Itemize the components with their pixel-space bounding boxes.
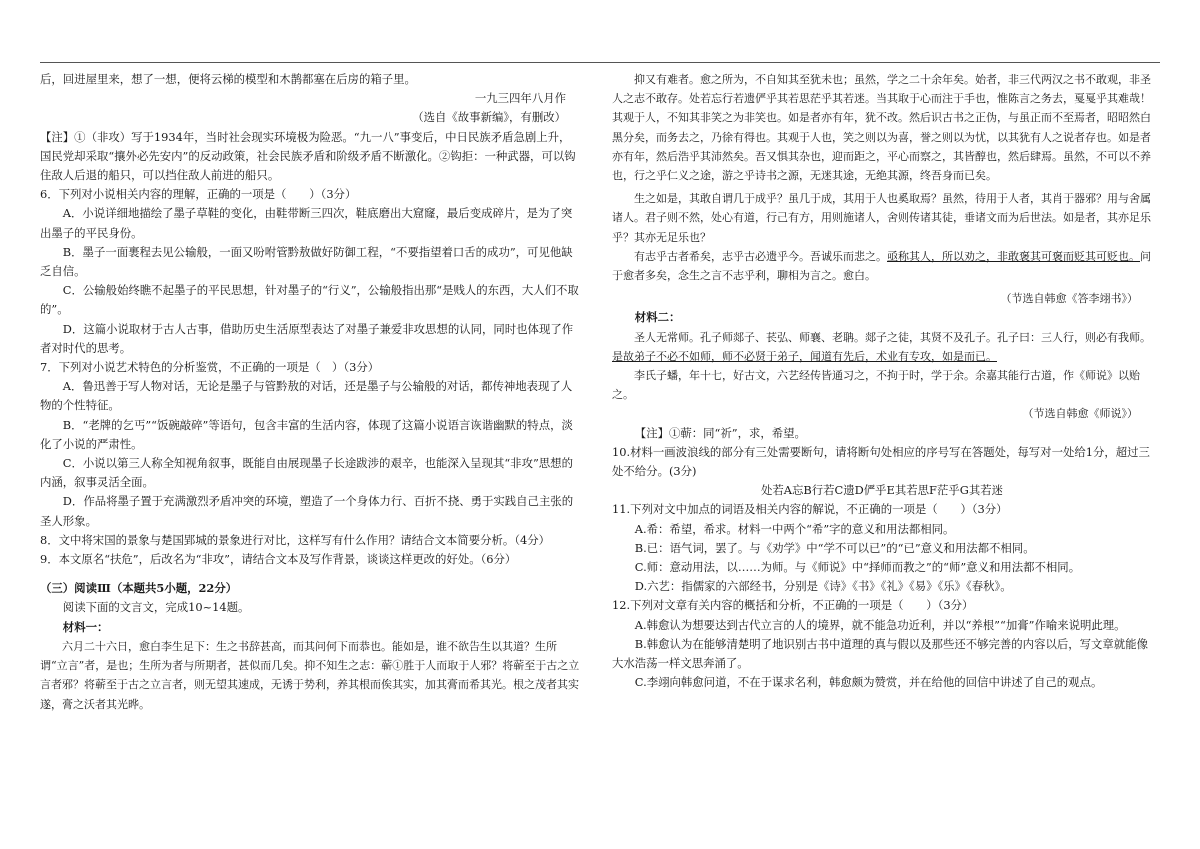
question-11-option-b: B.已：语气词，罢了。与《劝学》中“学不可以已”的“已”意义和用法都不相同。	[634, 540, 1035, 555]
story-source: （选自《故事新编》，有删改）	[412, 110, 566, 125]
material-1-title: 材料一：	[62, 619, 109, 634]
material-1-paragraph-2: 抑又有难者。愈之所为，不自知其至犹未也；虽然，学之二十余年矣。始者，非三代两汉之书不敢观，非圣人之志不敢存。处若忘行若遗俨乎其若思茫乎其若迷。当其取于心而注于手也，惟陈言之务去，戛戛乎其难哉！其观于人，不知其非笑之为非笑也。如是者亦有年，犹不改。然后识古书之正伪，与虽正而不至焉者，昭昭然白黑分矣，而务去之，乃徐有得也。其观于人也，笑之则以为喜，誉之则以为忧，以其犹有人之说者存也。如是者亦有年，然后浩乎其沛然矣。吾又惧其杂也，迎而距之，平心而察之，其皆醇也，然后肆焉。虽然，不可以不养也，行之乎仁义之途，游之乎诗书之源，无迷其途，无绝其源，终吾身而已矣。	[612, 73, 1151, 183]
question-7-stem: 7．下列对小说艺术特色的分析鉴赏，不正确的一项是（ ）（3分）	[40, 360, 380, 375]
material-1-underlined-sentence: 亟称其人，所以劝之，非敢褒其可褒而贬其可贬也。	[887, 249, 1140, 263]
question-6-option-c: C．公输般始终瞧不起墨子的平民思想，针对墨子的“行义”，公输般指出那“是贱人的东西，大人们不取的”。	[40, 283, 579, 317]
question-6-option-d: D．这篇小说取材于古人古事，借助历史生活原型表达了对墨子兼爱非攻思想的认同，同时也体现了作者对时代的思考。	[40, 321, 574, 355]
material-2-paragraph-2: 李氏子蟠，年十七，好古文，六艺经传皆通习之，不拘于时，学于余。余嘉其能行古道，作《师说》以贻之。	[612, 369, 1140, 402]
material-2-p1-start: 圣人无常师。孔子师郯子、苌弘、师襄、老聃。郯子之徒，其贤不及孔子。孔子曰：三人行，则必有我师。	[634, 330, 1151, 344]
story-date: 一九三四年八月作	[474, 91, 566, 106]
story-ending: 后，回进屋里来，想了一想，便将云梯的模型和木鹊都塞在后房的箱子里。	[40, 72, 416, 86]
material-2-title: 材料二：	[634, 310, 681, 325]
material-1-source: （节选自韩愈《答李翊书》）	[1000, 292, 1138, 306]
footnote-2: 【注】①蕲：同“祈”，求，希望。	[634, 425, 806, 440]
question-12-option-a: A.韩愈认为想要达到古代立言的人的境界，就不能急功近利，并以“养根”“加膏”作喻来说明此理。	[634, 617, 1126, 632]
question-6-option-a: A．小说详细地描绘了墨子草鞋的变化，由鞋带断三四次，鞋底磨出大窟窿，最后变成碎片，是为了突出墨子的平民身份。	[40, 206, 573, 240]
question-10-stem: 10.材料一画波浪线的部分有三处需要断句，请将断句处相应的序号写在答题处，每写对一处给1分，超过三处不给分。(3分)	[612, 444, 1150, 479]
footnote-1: 【注】①（非攻）写于1934年，当时社会现实环境极为险恶。“九一八”事变后，中日民族矛盾急剧上升，国民党却采取“攘外必先安内”的反动政策，社会民族矛盾和阶级矛盾不断激化。②钩拒：一种武器，可以钩住敌人后退的船只，可以挡住敌人前进的船只。	[40, 129, 576, 183]
question-12-stem: 12.下列对文章有关内容的概括和分析，不正确的一项是（ ）（3分）	[612, 598, 974, 613]
question-11-option-c: C.师：意动用法，以……为师。与《师说》中“择师而教之”的“师”意义和用法都不相同。	[634, 560, 1081, 575]
left-column	[40, 70, 580, 714]
question-7-option-a: A．鲁迅善于写人物对话，无论是墨子与管黔敖的对话，还是墨子与公输般的对话，都传神地表现了人物的个性特征。	[40, 379, 573, 413]
material-1-paragraph-3: 生之如是，其敢自谓几于成乎？虽几于成，其用于人也奚取焉？虽然，待用于人者，其肖于器邪？用与舍属诸人。君子则不然，处心有道，行己有方，用则施诸人，舍则传诸其徒，垂诸文而为后世法。如是者，其亦足乐乎？其亦无足乐也？	[612, 192, 1151, 244]
question-6-option-b: B．墨子一面裹程去见公输般，一面又吩咐管黔敖做好防御工程，“不要指望着口舌的成功”，可见他缺乏自信。	[40, 244, 573, 279]
material-2-underlined-sentence: 是故弟子不必不如师，师不必贤于弟子，闻道有先后，术业有专攻，如是而已。	[612, 349, 997, 363]
material-1-p4-end: 问于愈者多矣，念生之言不志乎利，聊相为言之。愈白。	[612, 249, 1151, 283]
question-12-option-c: C.李翊向韩愈问道，不在于谋求名利，韩愈颇为赞赏，并在给他的回信中讲述了自己的观点。	[634, 675, 1103, 690]
material-1-p4-start: 有志乎古者希矣，志乎古必遗乎今。吾诚乐而悲之。	[634, 249, 887, 263]
right-column	[612, 70, 1152, 693]
question-8: 8．文中将宋国的景象与楚国郢城的景象进行对比，这样写有什么作用？请结合文本简要分析。（4分）	[40, 532, 550, 547]
question-11-stem: 11.下列对文中加点的词语及相关内容的解说，不正确的一项是（ ）（3分）	[612, 502, 1008, 517]
section-3-instruction: 阅读下面的文言文，完成10~14题。	[62, 600, 250, 615]
material-1-paragraph-4	[612, 247, 1152, 285]
question-9: 9．本文原名“扶危”，后改名为“非攻”，请结合文本及写作背景，谈谈这样更改的好处。（6分）	[40, 552, 517, 567]
question-10-text: 处若A忘B行若C遗D俨乎E其若思F茫乎G其若迷	[760, 483, 1003, 498]
question-7-option-c: C．小说以第三人称全知视角叙事，既能自由展现墨子长途跋涉的艰辛，也能深入呈现其“非攻”思想的内涵，叙事灵活全面。	[40, 456, 573, 490]
question-6-stem: 6．下列对小说相关内容的理解，正确的一项是（ ）（3分）	[40, 187, 357, 202]
question-11-option-d: D.六艺：指儒家的六部经书，分别是《诗》《书》《礼》《易》《乐》《春秋》。	[634, 579, 1012, 594]
material-2-paragraph-1	[612, 328, 1152, 366]
material-2-source: （节选自韩愈《师说》）	[1022, 407, 1138, 421]
question-11-option-a: A.希：希望，希求。材料一中两个“希”字的意义和用法都相同。	[634, 521, 955, 536]
question-7-option-b: B．“老牌的乞丐”“饭碗敲碎”等语句，包含丰富的生活内容，体现了这篇小说语言诙谐幽默的特点，淡化了小说的严肃性。	[40, 417, 573, 451]
question-12-option-b: B.韩愈认为在能够清楚明了地识别古书中道理的真与假以及那些还不够完善的内容以后，写文章就能像大水浩荡一样文思奔涌了。	[612, 636, 1148, 671]
question-7-option-d: D．作品将墨子置于充满激烈矛盾冲突的环境，塑造了一个身体力行、百折不挠、勇于实践自己主张的圣人形象。	[40, 494, 574, 528]
section-3-title: （三）阅读Ⅲ（本题共5小题，22分）	[40, 581, 238, 596]
top-rule	[40, 62, 1160, 63]
material-1-paragraph-1: 六月二十六日，愈白李生足下：生之书辞甚高，而其问何下而恭也。能如是，谁不欲告生以其道？生所谓“立言”者，是也；生所为者与所期者，甚似而几矣。抑不知生之志：蕲①胜于人而取于人邪？将蕲至于古之立言者邪？将蕲至于古之立言者，则无望其速成，无诱于势利，养其根而俟其实，加其膏而希其光。根之茂者其实遂，膏之沃者其光晔。	[40, 639, 580, 711]
